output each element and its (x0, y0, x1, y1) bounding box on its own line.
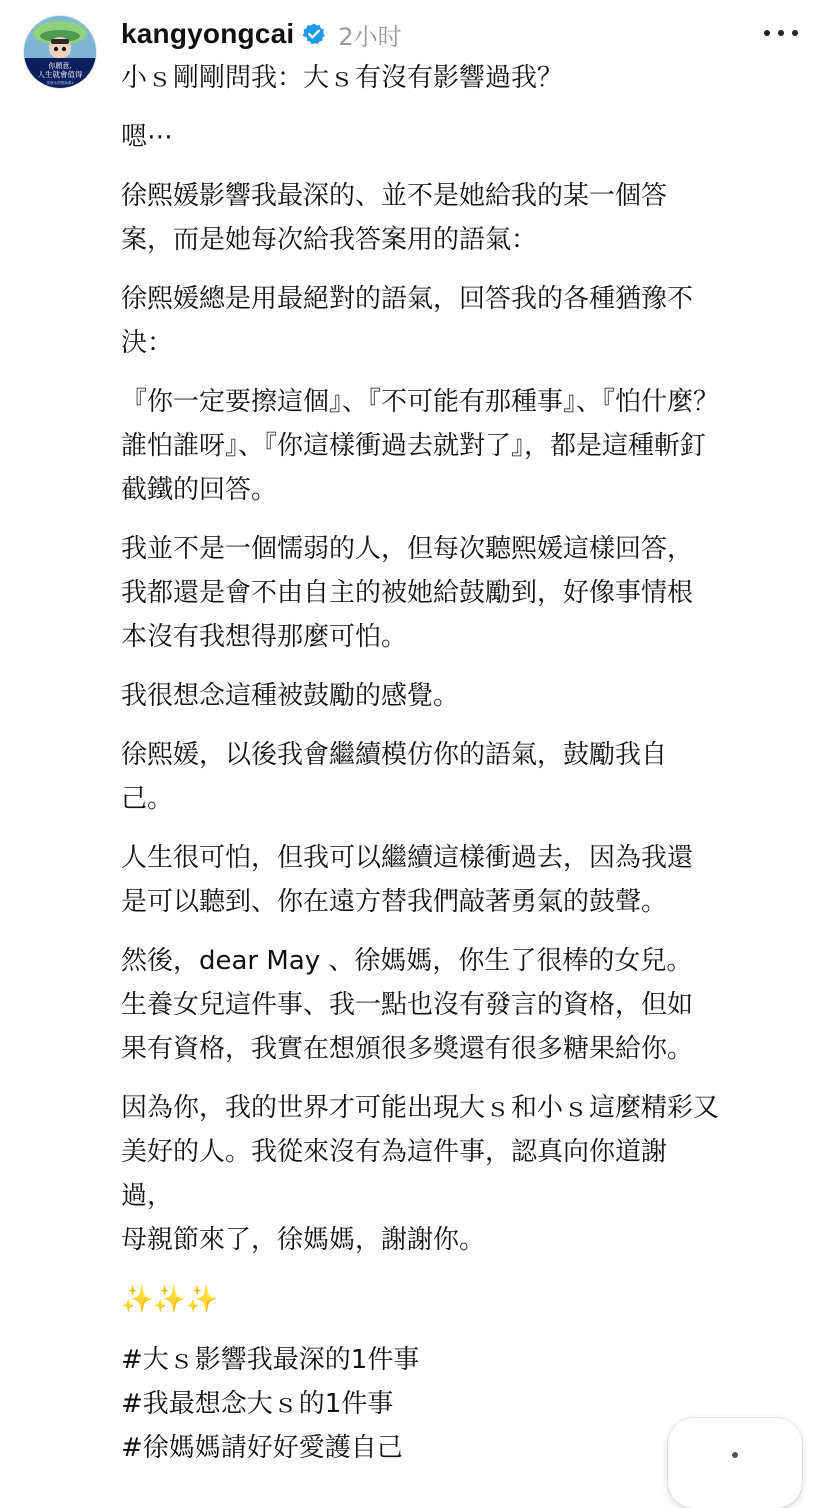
hashtag[interactable]: #徐媽媽請好好愛護自己 (121, 1433, 403, 1463)
sparkles-emoji (121, 1278, 801, 1322)
paragraph (121, 115, 801, 159)
text-line: 生養女兒這件事、我一點也沒有發言的資格，但如 (121, 990, 694, 1020)
more-dot (778, 30, 784, 36)
paragraph (121, 733, 801, 821)
avatar-text-3: 蔡康永的情商課3 (46, 81, 74, 85)
sparkles-icon: ✨✨✨ (121, 1285, 219, 1315)
avatar-image (24, 16, 96, 88)
username[interactable]: kangyongcai (121, 18, 295, 49)
text-line: 母親節來了，徐媽媽，謝謝你。 (121, 1225, 486, 1255)
floating-compose-button[interactable] (668, 1418, 802, 1508)
paragraph (121, 674, 801, 718)
text-line: 徐熙媛，以後我會繼續模仿你的語氣，鼓勵我自 (121, 740, 668, 770)
compose-icon (732, 1452, 738, 1458)
more-options-icon[interactable] (764, 20, 798, 46)
text-line: 人生很可怕，但我可以繼續這樣衝過去，因為我還 (121, 843, 694, 873)
text-line: 徐熙媛影響我最深的、並不是她給我的某一個答 (121, 181, 668, 211)
text-line: 小ｓ剛剛問我：大ｓ有沒有影響過我？ (121, 63, 564, 93)
text-line: 過， (121, 1181, 174, 1211)
text-line: 決： (121, 328, 174, 358)
post-timestamp: 2小时 (338, 22, 402, 51)
avatar-text-2: 人生就會值得 (37, 70, 83, 79)
paragraph (121, 380, 801, 512)
text-line: 嗯⋯ (121, 122, 174, 152)
verified-badge-icon (302, 22, 326, 46)
text-line: 本沒有我想得那麼可怕。 (121, 622, 408, 652)
text-line: 我並不是一個懦弱的人，但每次聽熙媛這樣回答， (121, 534, 694, 564)
text-line: 然後，dear May 、徐媽媽，你生了很棒的女兒。 (121, 946, 693, 976)
avatar[interactable] (24, 16, 96, 88)
text-line: 我都還是會不由自主的被她給鼓勵到，好像事情根 (121, 578, 694, 608)
avatar-text-1: 你願意, (48, 62, 72, 70)
text-line: 誰怕誰呀』、『你這樣衝過去就對了』，都是這種斬釘 (121, 431, 707, 461)
text-line: 我很想念這種被鼓勵的感覺。 (121, 681, 460, 711)
text-line: 美好的人。我從來沒有為這件事，認真向你道謝 (121, 1137, 668, 1167)
text-line: 截鐵的回答。 (121, 475, 278, 505)
hashtag[interactable]: #大ｓ影響我最深的1件事 (121, 1345, 420, 1375)
text-line: 案，而是她每次給我答案用的語氣： (121, 225, 538, 255)
text-line: 己。 (121, 784, 174, 814)
paragraph (121, 1086, 801, 1262)
hashtag[interactable]: #我最想念大ｓ的1件事 (121, 1389, 394, 1419)
post-header (121, 14, 402, 54)
text-line: 是可以聽到、你在遠方替我們敲著勇氣的鼓聲。 (121, 887, 668, 917)
paragraph (121, 939, 801, 1071)
text-line: 徐熙媛總是用最絕對的語氣，回答我的各種猶豫不 (121, 284, 694, 314)
text-line: 『你一定要擦這個』、『不可能有那種事』、『怕什麼？ (121, 387, 720, 417)
paragraph (121, 277, 801, 365)
paragraph (121, 836, 801, 924)
post-body (121, 56, 801, 1470)
paragraph (121, 56, 801, 100)
paragraph (121, 174, 801, 262)
paragraph (121, 527, 801, 659)
text-line: 因為你，我的世界才可能出現大ｓ和小ｓ這麼精彩又 (121, 1093, 720, 1123)
more-dot (792, 30, 798, 36)
text-line: 果有資格，我實在想頒很多獎還有很多糖果給你。 (121, 1034, 694, 1064)
more-dot (764, 30, 770, 36)
